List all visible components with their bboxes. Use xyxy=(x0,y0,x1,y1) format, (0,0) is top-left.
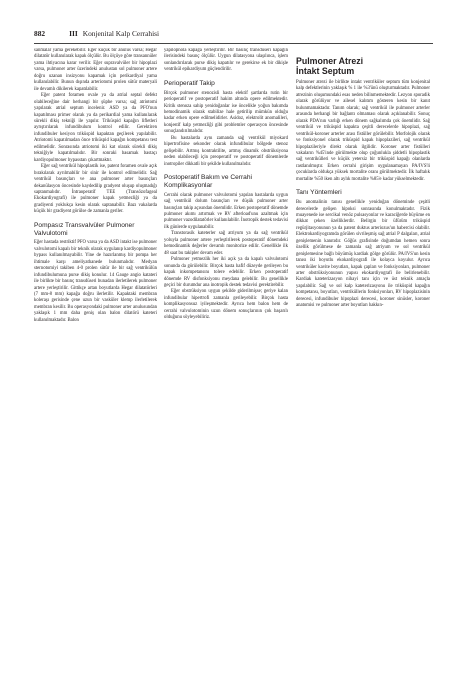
paragraph: sanmalar yama gerekebilir. Eğer küçük bir anulus varsa; Hegar dilatatör kullanılarak kapak ölçülür. Bu ölçüye göre transannüler yama ihtiyacına karar verilir. Eğer supravalvüler bir hipoplazi varsa, pulmoner arter üzerindeki anulustan sol pulmoner artere doğru uzanan insizyonu kapamak için perikardiyal yama kullanılabilir. Bunun dışında arteriotomi prolen sütür materyali ile devamlı dikilerek kapatılabilir. xyxy=(34,48,157,92)
heading-line: Pulmoner Atrezi xyxy=(296,56,364,66)
paragraph: Eğer obstrüksiyon uygun şekilde giderilmişse; geriye kalan infundibular hipertrofi zamanla gerileyebilir. Birçok hasta komplikasyonsuz iyileşmektedir. Ayrıca hem balon hem de cerrahi valvulotominin uzun dönem sonuçlarının çok başarılı olduğunu söyleyebiliriz. xyxy=(164,289,288,321)
section-heading-pulmonary-atresia xyxy=(296,56,430,76)
subheading-transvalvular: Pompasız Transvalvüler Pulmoner Valvulotomi xyxy=(34,221,135,237)
paragraph: Eğer hastada restriktif PFO varsa ya da ASD intakt ise pulmoner valvulotomi kapalı bir teknik olarak uygulanıp kardiyopulmoner bypass kullanılmayabilir. Yine de hazırlanmış bir pompa her ihtimale karşı ameliyathanede bulunmalıdır. Medyan sternotomiyi takiben 4-0 prolen sütür ile bir sağ ventrikülün infundibulumuna purse dikiş konulur. 14 Gauge angio katateri ile birlikte bir basınç transdüseri bunadan ilerletilerek pulmoner artere yerleştirilir. Gittikçe artan boyutlarda Hegar dilatatörleri (7 mm-8 mm) kapağa doğru ilerletilir. Kapaktaki membran koleraşı gerisinde çene uzun bir vasküler klemp ilerletilerek membran kesilir. Bu operasyondaki pulmoner arter anulusundan yaklaşık 1 mm daha geniş olan balon dilatörü kateteri kullanılmaktadır. Balon xyxy=(34,240,157,323)
subheading-postoperative: Postoperatif Bakım ve Cerrahi Komplikasyonlar xyxy=(164,174,252,189)
paragraph: Birçok pulmoner stenozisli hasta elektif şartlarda rutin bir perioperatif ve postoperatif hakim altında opere edilmektedir. Kritik stenoza sahip yenidoğanlar ise öncelikle yoğun bakımda hemodinamik olarak stabilize hale getirilip mümkün olduğu kadar erken opere edilmelidirler. Asidoz, elektrolit anomalileri, konjestif kalp yetmezliği gibi problemler operasyon öncesinde sonuçlandırılmalıdır. xyxy=(164,90,288,135)
heading-line: İntakt Septum xyxy=(296,66,355,76)
running-header xyxy=(34,27,434,41)
page-number: 882 xyxy=(34,29,46,38)
column-left xyxy=(34,48,157,324)
header-rule xyxy=(34,43,433,44)
subheading-diagnosis: Tanı Yöntemleri xyxy=(296,189,342,197)
paragraph: Bu hastalarda aynı zamanda sağ ventrikül miyokard hipertrofisine sekonder olarak infundibular bölgede stenoz gelişebilir. Artmış kontraktilite, artmış dinamik obstrüksiyona neden olabileceği için preoperatif ve postoperatif dönemlerde inotropiler dikkatli bir şekilde kullanılmalıdır. xyxy=(164,135,288,167)
paragraph: Eğer patent foramen ovale ya da atrial septal defekt olabileceğine dair herhangi bir şüphe varsa; sağ atriotomi yapılarak atrial septum incelenir. ASD ya da PFO'nun kapatılması primer olarak ya da perikardial yama kullanılarak sürekli dikiş tekniği ile yapılır. Triküspid kapağın lifletleri ayrıştırılarak infundibulum kontrol edilir. Gerektiren infundibuler kesiyon triküspid kapaktan geçilerek yapılabilir. Atriotomi kapatılmadan önce triküspid kapağın kompetansı test edilmelidir. Sonrasında atriotomi iki kat olarak sürekli dikiş tekniğiyle kapatılmalıdır. Bir sonraki basamak bastaçı kardiyopulmoner bypasstan çıkartmaktır. xyxy=(34,93,157,163)
paragraph: Eğer sağ ventrikül hipoplastik ise, patent foramen ovale açık bırakılarak ayrılmabilir bir sinir ile kontrol edilmelidir. Sağ ventrikül basınçları ve ana pulmoner arter basınçları dekanülasyon öncesinde kaydedilip gradyent oluşup oluşmadığı saptanmalıdır. İntraoperatif TEE (Transözofageal Ekokardiyografi) ile pulmoner kapak yetmezliği ya da gradiyenti yoklukça kesin olarak saptanabilir. Bazı vakalarda küçük bir gradiyent görülse de zamanla geriler. xyxy=(34,164,157,215)
paragraph: Pulmoner yetmezlik her iki açık ya da kapalı valvulotomi sonunda da görülebilir. Birçok hasta hafif düzeyde gerileyen bu kapak inkompetansını tolere edebilir. Erken postoperatif dönemde RV disfonksiyonu meydana gelebilir. Bu genellikle geçici bir durumdur ana inotropik destek tedavisi gerektirebilir. xyxy=(164,257,288,288)
section-number: III xyxy=(69,29,78,38)
column-middle xyxy=(164,48,288,322)
paragraph: Bu anomalinin tanısı genellikle yenidoğan döneminde çeşitli derecelerde gelişen hipoksi sonrasında konulmaktadır. Fizik muayenede ise sercikal venöz pulsasyonlar ve karaciğerde büyüme en dikkat çeken özelliklerdir. Belirgin bir üfürüm triküspid regürjitasyonunun ya da patent duktus arteriozus'un habercisi olabilir. Elektrokardiyogramda görülen sivrileşmiş sağ atrial P dalgaları, atrial genişlemenin kanıtıdır. Göğüs grafisinde doğumdan hemen sonra özellik görülmese de zamanla sağ atriyum ve sol ventrikül genişlemesine bağlı büyümüş kardiak gölge görülür. PA/IVS'un kesin tanısı iki boyutlu ekokardiyografi ile kolayca koyulur. Ayrıca ventriküler kavite boyutları, kapak çapları ve fonksiyonları, pulmoner arter obstrüksiyonunun yapısı ekokardiyografi ile belirlenebilir. Kardiak kateterizasyon nihayi tanı için ve üst teknik amaçla yapılabilir. Sağ ve sol kalp kateterizasyonu ile triküspid kapağın kompetansı, boyutları, ventriküllerin fonksiyonları, RV hipoplazisinin derecesi, infundibuler hipoplazi derecesi, koroner sinüsler, koroner anatomisi ve pulmoner arter boyutları hakkın- xyxy=(296,200,430,309)
paragraph: yapılopnola kapağa yerleştirilir. Bir basınç transdüseri kapağın ilerisindeki basınç ölçülür. Uygun dilatasyona ulaşılınca, işlem sonlandırılarak purse dikiş kapatılır ve gerekirse ek bir dikişle ventrikül epikardiyum güçlendirilir. xyxy=(164,48,288,73)
section-title: Konjenital Kalp Cerrahisi xyxy=(82,29,160,38)
column-right xyxy=(296,48,430,310)
paragraph: Pulmoner atrezi ile birlikte intakt ventriküler septum tüm konjenital kalp defektlerinin yaklaşık % 1 ile %3'ünü oluşturmaktadır. Pulmoner atrezinin oluşumundaki esas neden bilinmemektedir. Lezyon sporadik olarak görülüyor ve ailesel kalıtım gösteren kesin bir kanıt bulunmamaktadır. Tanım olarak; sağ ventrikül ile pulmoner arterler arasında herhangi bir bağlantı olmaması olarak açıklanabilir. Sonuç olarak PDA'nın varlığı erken dönem sağkalımda çok önemlidir. Sağ ventrikül ve triküspid kapakta çeşitli derecelerde hipoplazi, sağ ventrikül-koroner arterler arası fistüller görülebilir. Morfolojik olarak ve fonksiyonel olarak triküspid kapak hipoplazileri, sağ ventrikül hipoplazileriyle direkt olarak ilgilidir. Koroner arter fistülleri vakaların %45'inde görülmekte olup çoğunlukla şiddetli hipoplastik sağ ventrikülleri ve küçük yetersiz bir triküspid kapağı olanlarda rastlanılmıştır. Erken cerrahi girişim uygulanamayan PA/IVS'li çocuklarda oldukça yüksek mortalite oranı görülmektedir. İlk haftalık mortalite %50 iken altı aylık mortalite %85'e kadar yükselmektedir. xyxy=(296,80,430,182)
subheading-perioperative: Perioperatif Takip xyxy=(164,79,215,87)
paragraph: Transtorasik kateterler sağ atriyum ya da sağ ventrikül yoluyla pulmoner artere yerleştirilerek postoperatif dönemdeki hemodinamik değerler devamlı monitorize edilir. Genellikle ilk 48 saat bu takipler devam eder. xyxy=(164,231,288,256)
paragraph: Cerrahi olarak pulmoner valvulotomi yapılan hastalarda uygun sağ ventrikül dolum basınçları ve düşük pulmoner arter basınçları takip açısından önemlidir. Erken postoperatif dönemde pulmoner akımı artırmak ve RV afterload'unu azaltmak için pulmoner vazodilatatörler kullanılabilir. İnotropik destek tedavisi ilk günlerde uygulanabilir. xyxy=(164,192,288,230)
